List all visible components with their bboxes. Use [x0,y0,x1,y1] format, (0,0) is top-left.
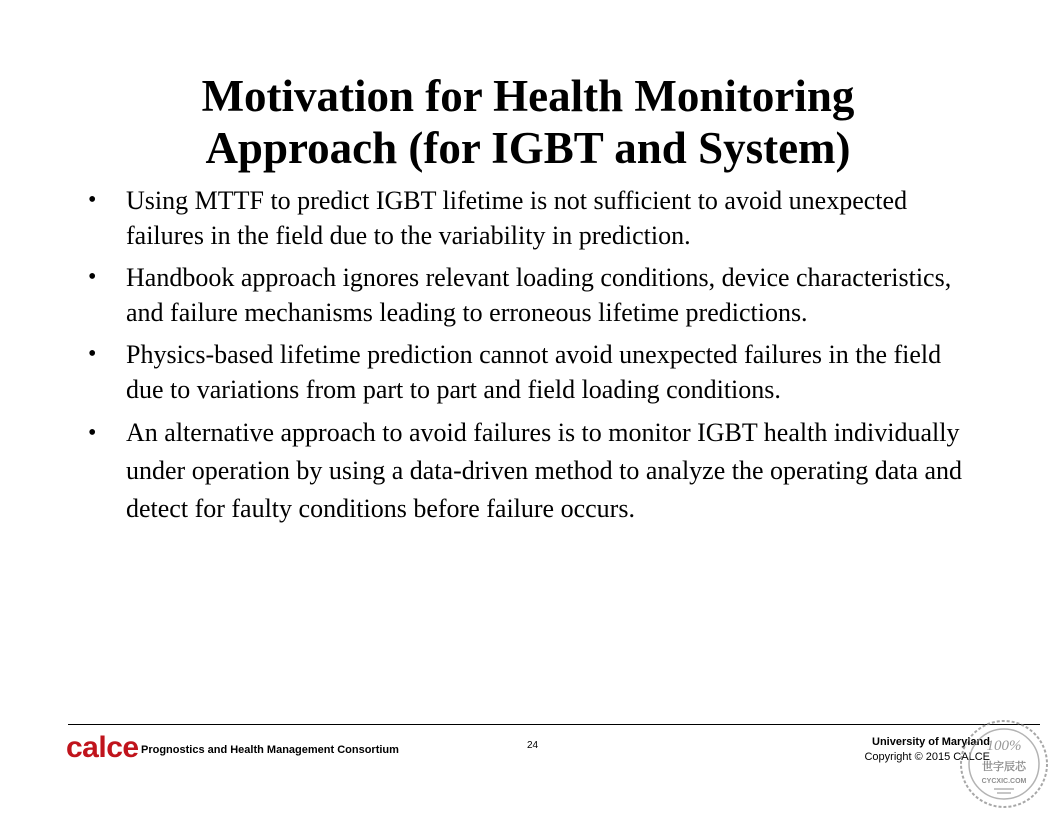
bullet-item [88,337,968,407]
bullet-item [88,183,968,253]
stamp-icon [958,718,1050,810]
stamp-chinese-text: 世字辰芯 [982,760,1026,773]
university-name: University of Maryland [872,736,990,748]
bullet-item [88,260,968,330]
copyright-notice: Copyright © 2015 CALCE [864,751,990,763]
slide-title-line-2: Approach (for IGBT and System) [205,123,851,173]
bullet-list [88,183,968,535]
stamp-percent-text: 100% [986,738,1022,754]
bullet-dot-icon: • [88,341,97,367]
bullet-item [88,414,968,528]
bullet-dot-icon: • [88,187,97,213]
stamp-icon-graphic [958,718,1050,810]
slide-title-line-1: Motivation for Health Monitoring [201,71,855,121]
calce-logo: calce [66,731,139,764]
bullet-dot-icon: • [88,264,97,290]
bullet-text: Handbook approach ignores relevant loading conditions, device characteristics, and failure mechanisms leading to erroneous lifetime predictions. [126,263,952,327]
stamp-url-text: CYCXIC.COM [981,778,1027,785]
bullet-text: An alternative approach to avoid failures is to monitor IGBT health individually under operation by using a data-driven method to analyze the operating data and detect for faulty conditions before failure occurs. [126,418,963,523]
footer-divider [68,724,1040,725]
slide-title [0,70,1056,174]
consortium-name: Prognostics and Health Management Consortium [141,744,399,756]
bullet-dot-icon: • [88,420,97,446]
page-number: 24 [527,740,539,751]
bullet-text: Physics-based lifetime prediction cannot avoid unexpected failures in the field due to variations from part to part and field loading conditions. [126,340,942,404]
bullet-text: Using MTTF to predict IGBT lifetime is not sufficient to avoid unexpected failures in the field due to the variability in prediction. [126,186,908,250]
